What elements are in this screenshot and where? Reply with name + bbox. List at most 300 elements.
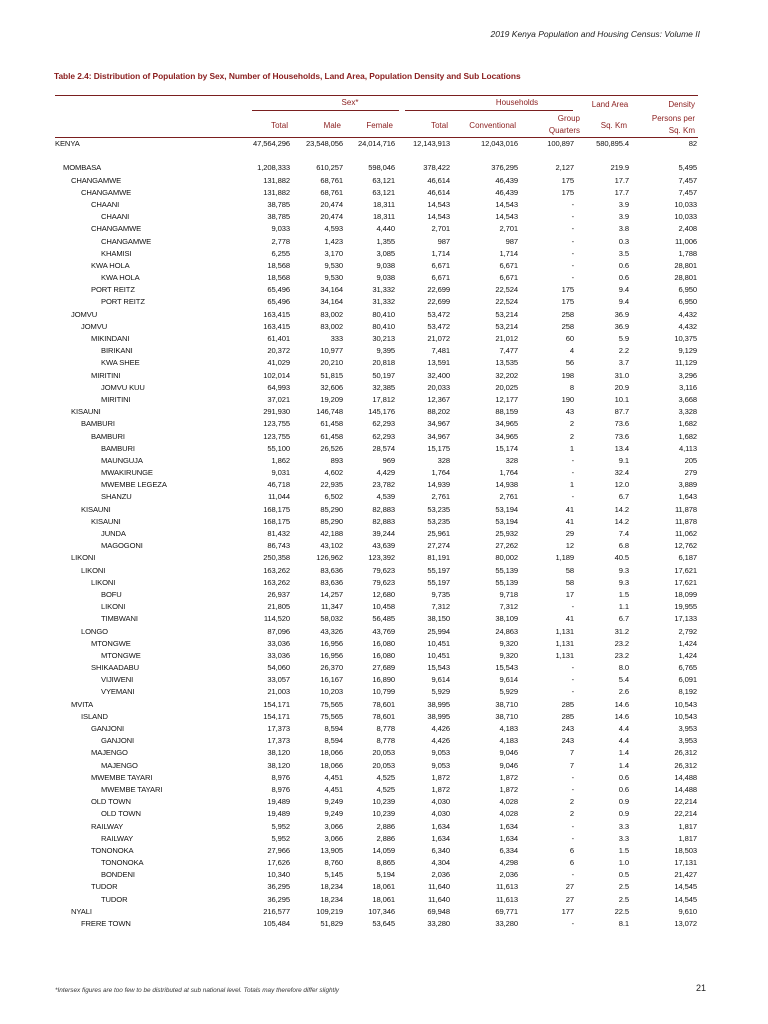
cell-density: 3,889	[678, 480, 697, 490]
cell-group-quarters: 17	[565, 589, 574, 599]
cell-hh-total: 10,451	[427, 638, 450, 648]
cell-female: 2,886	[376, 821, 395, 831]
cell-conventional: 12,177	[495, 394, 518, 404]
cell-female: 8,865	[376, 858, 395, 868]
cell-group-quarters: -	[571, 492, 574, 502]
cell-area: 3.3	[618, 821, 629, 831]
cell-group-quarters: 12	[565, 541, 574, 551]
cell-conventional: 15,543	[495, 663, 518, 673]
cell-density: 19,955	[674, 602, 697, 612]
row-area-name: MWEMBE TAYARI	[91, 772, 153, 782]
header-land-area-group: Land Area	[591, 100, 629, 109]
cell-hh-total: 14,939	[427, 480, 450, 490]
cell-total: 6,255	[271, 248, 290, 258]
header-sex-group: Sex*	[341, 98, 359, 107]
cell-group-quarters: -	[571, 602, 574, 612]
header-households-rule	[405, 110, 573, 111]
cell-female: 43,639	[372, 541, 395, 551]
cell-density: 1,424	[678, 638, 697, 648]
cell-density: 10,033	[674, 199, 697, 209]
cell-conventional: 9,718	[499, 589, 518, 599]
cell-density: 10,543	[674, 711, 697, 721]
cell-hh-total: 34,967	[427, 431, 450, 441]
cell-group-quarters: -	[571, 199, 574, 209]
cell-density: 26,312	[674, 748, 697, 758]
table-row	[55, 260, 698, 272]
cell-total: 18,568	[267, 273, 290, 283]
cell-total: 33,036	[267, 638, 290, 648]
cell-hh-total: 88,202	[427, 407, 450, 417]
cell-density: 1,788	[678, 248, 697, 258]
cell-density: 3,668	[678, 394, 697, 404]
cell-male: 3,066	[324, 833, 343, 843]
cell-group-quarters: 43	[565, 407, 574, 417]
cell-conventional: 34,965	[495, 431, 518, 441]
cell-area: 12.0	[614, 480, 629, 490]
cell-total: 36,295	[267, 894, 290, 904]
cell-area: 4.4	[618, 724, 629, 733]
cell-conventional: 11,613	[495, 894, 518, 904]
cell-area: 20.9	[614, 382, 629, 392]
row-area-name: GANJONI	[91, 724, 125, 733]
cell-total: 9,031	[271, 468, 290, 478]
cell-female: 20,053	[372, 760, 395, 770]
cell-hh-total: 15,175	[427, 443, 450, 453]
cell-hh-total: 11,640	[427, 882, 450, 892]
cell-female: 43,769	[372, 626, 395, 636]
cell-female: 62,293	[372, 419, 395, 429]
cell-hh-total: 53,472	[427, 309, 450, 319]
cell-group-quarters: -	[571, 455, 574, 465]
cell-male: 43,326	[320, 626, 343, 636]
cell-male: 10,203	[320, 687, 343, 697]
cell-male: 1,423	[324, 236, 343, 246]
cell-hh-total: 20,033	[427, 382, 450, 392]
cell-density: 2,792	[678, 626, 697, 636]
cell-group-quarters: 27	[565, 894, 574, 904]
cell-total: 216,577	[263, 906, 290, 916]
cell-male: 9,249	[324, 797, 343, 807]
cell-area: 6.7	[618, 614, 629, 624]
row-area-name: CHANGAMWE	[81, 187, 132, 197]
table-row	[55, 613, 698, 625]
cell-group-quarters: 258	[561, 321, 574, 331]
cell-density: 279	[684, 468, 697, 478]
footnote: *Intersex figures are too few to be distributed at sub national level. Totals may therefore differ slightly	[55, 987, 339, 994]
cell-female: 27,689	[372, 663, 395, 673]
cell-female: 4,440	[376, 224, 395, 234]
row-area-name: CHANGAMWE	[101, 236, 152, 246]
cell-density: 28,801	[674, 273, 697, 283]
cell-conventional: 4,028	[499, 809, 518, 819]
cell-hh-total: 1,872	[431, 784, 450, 794]
cell-conventional: 21,012	[495, 334, 518, 343]
cell-conventional: 15,174	[495, 443, 518, 453]
cell-total: 38,120	[267, 760, 290, 770]
cell-total: 123,755	[263, 419, 290, 429]
cell-density: 12,762	[674, 541, 697, 551]
row-area-name: RAILWAY	[101, 833, 134, 843]
cell-hh-total: 27,274	[427, 541, 450, 551]
cell-area: 9.1	[618, 455, 629, 465]
cell-group-quarters: 177	[561, 906, 574, 916]
cell-area: 5.4	[618, 675, 629, 685]
cell-group-quarters: 1,131	[555, 650, 574, 660]
table-row	[55, 296, 698, 308]
running-head: 2019 Kenya Population and Housing Census: Volume II	[490, 29, 700, 39]
cell-group-quarters: 175	[561, 187, 574, 197]
cell-group-quarters: 56	[565, 358, 574, 368]
cell-conventional: 25,932	[495, 529, 518, 538]
cell-female: 82,883	[372, 504, 395, 514]
table-row	[55, 199, 698, 211]
cell-conventional: 2,701	[499, 224, 518, 234]
cell-conventional: 1,872	[499, 772, 518, 782]
cell-male: 20,210	[320, 358, 343, 368]
cell-female: 9,038	[376, 260, 395, 270]
cell-conventional: 38,109	[495, 614, 518, 624]
row-area-name: MIRITINI	[91, 370, 121, 380]
cell-hh-total: 81,191	[427, 553, 450, 563]
cell-total: 1,862	[271, 455, 290, 465]
table-row	[55, 857, 698, 869]
cell-hh-total: 7,312	[431, 602, 450, 612]
cell-group-quarters: 8	[569, 382, 574, 392]
header-persons-per-line1: Persons per	[651, 114, 695, 123]
cell-area: 73.6	[614, 419, 629, 429]
cell-hh-total: 34,967	[427, 419, 450, 429]
cell-total: 19,489	[267, 809, 290, 819]
cell-density: 17,133	[674, 614, 697, 624]
cell-male: 61,458	[320, 419, 343, 429]
row-area-name: MAJENGO	[101, 760, 138, 770]
cell-hh-total: 2,701	[431, 224, 450, 234]
cell-hh-total: 328	[437, 455, 450, 465]
cell-conventional: 9,046	[499, 760, 518, 770]
cell-group-quarters: 285	[561, 699, 574, 709]
table-row	[55, 236, 698, 248]
row-area-name: TONONOKA	[91, 845, 134, 855]
cell-total: 65,496	[267, 297, 290, 307]
cell-area: 40.5	[614, 553, 629, 563]
cell-female: 63,121	[372, 187, 395, 197]
header-density-group: Density	[668, 100, 695, 109]
cell-area: 2.5	[618, 882, 629, 892]
cell-female: 31,332	[372, 285, 395, 295]
cell-area: 31.0	[614, 370, 629, 380]
cell-total: 54,060	[267, 663, 290, 673]
cell-group-quarters: 6	[569, 845, 574, 855]
cell-density: 4,432	[678, 309, 697, 319]
table-body	[55, 138, 698, 930]
cell-male: 16,956	[320, 650, 343, 660]
row-area-name: TUDOR	[91, 882, 118, 892]
cell-female: 78,601	[372, 711, 395, 721]
cell-hh-total: 1,872	[431, 772, 450, 782]
cell-conventional: 22,524	[495, 285, 518, 295]
row-area-name: LIKONI	[71, 553, 96, 563]
table-row	[55, 565, 698, 577]
cell-density: 3,953	[678, 736, 697, 746]
cell-density: 22,214	[674, 809, 697, 819]
table-row	[55, 845, 698, 857]
cell-group-quarters: 2	[569, 797, 574, 807]
cell-hh-total: 21,072	[427, 334, 450, 343]
cell-conventional: 38,710	[495, 711, 518, 721]
cell-group-quarters: 6	[569, 858, 574, 868]
cell-conventional: 4,298	[499, 858, 518, 868]
cell-group-quarters: -	[571, 273, 574, 283]
table-row	[55, 516, 698, 528]
cell-density: 3,328	[678, 407, 697, 417]
table-row	[55, 784, 698, 796]
cell-total: 250,358	[263, 553, 290, 563]
table-row	[55, 638, 698, 650]
row-area-name: KISAUNI	[91, 516, 121, 526]
cell-male: 83,636	[320, 577, 343, 587]
table-row	[55, 918, 698, 930]
cell-conventional: 46,439	[495, 175, 518, 185]
cell-density: 2,408	[678, 224, 697, 234]
cell-conventional: 9,614	[499, 675, 518, 685]
cell-density: 18,099	[674, 589, 697, 599]
header-group-quarters-line2: Quarters	[548, 126, 580, 135]
cell-total: 154,171	[263, 699, 290, 709]
cell-density: 8,192	[678, 687, 697, 697]
cell-conventional: 55,139	[495, 577, 518, 587]
cell-male: 9,530	[324, 273, 343, 283]
cell-density: 26,312	[674, 760, 697, 770]
cell-area: 1.5	[618, 589, 629, 599]
cell-total: 2,778	[271, 236, 290, 246]
cell-female: 10,799	[372, 687, 395, 697]
cell-female: 17,812	[372, 394, 395, 404]
cell-density: 10,375	[674, 334, 697, 343]
table-row	[55, 760, 698, 772]
row-area-name: LONGO	[81, 626, 108, 636]
cell-density: 13,072	[674, 919, 697, 928]
cell-male: 18,066	[320, 760, 343, 770]
cell-group-quarters: -	[571, 260, 574, 270]
table-row	[55, 455, 698, 467]
header-total: Total	[271, 121, 288, 130]
cell-area: 3.9	[618, 212, 629, 222]
cell-density: 11,006	[674, 236, 697, 246]
cell-conventional: 80,002	[495, 553, 518, 563]
row-area-name: FRERE TOWN	[81, 919, 131, 928]
cell-hh-total: 987	[437, 236, 450, 246]
cell-male: 126,962	[316, 553, 343, 563]
table-row	[55, 138, 698, 150]
cell-area: 3.5	[618, 248, 629, 258]
cell-hh-total: 46,614	[427, 175, 450, 185]
cell-total: 163,415	[263, 309, 290, 319]
table-row	[55, 162, 698, 174]
cell-area: 1.1	[618, 602, 629, 612]
cell-total: 154,171	[263, 711, 290, 721]
cell-total: 64,993	[267, 382, 290, 392]
cell-total: 81,432	[267, 529, 290, 538]
cell-male: 16,167	[320, 675, 343, 685]
cell-total: 38,785	[267, 212, 290, 222]
cell-density: 28,801	[674, 260, 697, 270]
cell-female: 31,332	[372, 297, 395, 307]
cell-hh-total: 14,543	[427, 199, 450, 209]
row-area-name: MAUNGUJA	[101, 455, 143, 465]
cell-area: 8.1	[618, 919, 629, 928]
row-area-name: MIKINDANI	[91, 334, 130, 343]
cell-total: 41,029	[267, 358, 290, 368]
cell-group-quarters: -	[571, 870, 574, 880]
cell-hh-total: 2,036	[431, 870, 450, 880]
cell-hh-total: 22,699	[427, 297, 450, 307]
cell-female: 50,197	[372, 370, 395, 380]
cell-area: 73.6	[614, 431, 629, 441]
cell-conventional: 53,194	[495, 504, 518, 514]
cell-hh-total: 1,634	[431, 821, 450, 831]
cell-hh-total: 55,197	[427, 577, 450, 587]
cell-area: 6.8	[618, 541, 629, 551]
table-row	[55, 418, 698, 430]
cell-hh-total: 15,543	[427, 663, 450, 673]
cell-area: 0.6	[618, 784, 629, 794]
cell-area: 9.3	[618, 565, 629, 575]
cell-conventional: 9,320	[499, 650, 518, 660]
cell-density: 1,643	[678, 492, 697, 502]
table-row	[55, 723, 698, 735]
row-area-name: JOMVU	[81, 321, 108, 331]
cell-group-quarters: 29	[565, 529, 574, 538]
cell-group-quarters: 175	[561, 285, 574, 295]
row-area-name: PORT REITZ	[91, 285, 135, 295]
cell-density: 6,091	[678, 675, 697, 685]
cell-hh-total: 13,591	[427, 358, 450, 368]
cell-male: 26,370	[320, 663, 343, 673]
cell-female: 53,645	[372, 919, 395, 928]
table-row	[55, 821, 698, 833]
table-row	[55, 674, 698, 686]
cell-total: 21,003	[267, 687, 290, 697]
cell-group-quarters: 100,897	[547, 139, 574, 148]
cell-area: 7.4	[618, 529, 629, 538]
table-row	[55, 431, 698, 443]
cell-conventional: 13,535	[495, 358, 518, 368]
cell-group-quarters: -	[571, 919, 574, 928]
cell-conventional: 32,202	[495, 370, 518, 380]
cell-female: 3,085	[376, 248, 395, 258]
cell-hh-total: 6,340	[431, 845, 450, 855]
cell-conventional: 1,872	[499, 784, 518, 794]
cell-conventional: 46,439	[495, 187, 518, 197]
cell-density: 14,545	[674, 894, 697, 904]
row-area-name: KENYA	[55, 139, 80, 148]
cell-total: 105,484	[263, 919, 290, 928]
cell-total: 291,930	[263, 407, 290, 417]
cell-hh-total: 1,634	[431, 833, 450, 843]
cell-male: 3,170	[324, 248, 343, 258]
cell-density: 10,033	[674, 212, 697, 222]
cell-female: 23,782	[372, 480, 395, 490]
cell-total: 21,805	[267, 602, 290, 612]
cell-density: 11,062	[674, 529, 697, 538]
cell-density: 9,129	[678, 346, 697, 356]
row-area-name: ISLAND	[81, 711, 108, 721]
cell-density: 17,621	[674, 565, 697, 575]
cell-area: 32.4	[614, 468, 629, 478]
table-row	[55, 248, 698, 260]
cell-male: 83,002	[320, 309, 343, 319]
cell-area: 5.9	[618, 334, 629, 343]
cell-hh-total: 53,472	[427, 321, 450, 331]
cell-area: 0.3	[618, 236, 629, 246]
cell-conventional: 53,214	[495, 309, 518, 319]
cell-area: 0.9	[618, 797, 629, 807]
cell-density: 14,488	[674, 772, 697, 782]
cell-group-quarters: 190	[561, 394, 574, 404]
cell-area: 1.5	[618, 845, 629, 855]
cell-male: 51,829	[320, 919, 343, 928]
cell-female: 79,623	[372, 565, 395, 575]
cell-total: 163,262	[263, 565, 290, 575]
cell-female: 24,014,716	[357, 139, 395, 148]
cell-group-quarters: 285	[561, 711, 574, 721]
row-area-name: MWAKIRUNGE	[101, 468, 153, 478]
cell-male: 4,451	[324, 784, 343, 794]
cell-female: 969	[382, 455, 395, 465]
cell-female: 18,311	[372, 212, 395, 222]
row-area-name: MVITA	[71, 699, 94, 709]
table-row	[55, 382, 698, 394]
header-sex-rule	[252, 110, 399, 111]
header-male: Male	[323, 121, 341, 130]
table-row	[55, 187, 698, 199]
cell-area: 3.3	[618, 833, 629, 843]
table-row	[55, 491, 698, 503]
row-area-name: KWA HOLA	[101, 273, 140, 283]
cell-area: 0.6	[618, 260, 629, 270]
cell-area: 0.6	[618, 273, 629, 283]
cell-hh-total: 9,053	[431, 760, 450, 770]
cell-male: 8,760	[324, 858, 343, 868]
cell-hh-total: 9,614	[431, 675, 450, 685]
cell-conventional: 22,524	[495, 297, 518, 307]
cell-female: 62,293	[372, 431, 395, 441]
cell-male: 32,606	[320, 382, 343, 392]
cell-female: 2,886	[376, 833, 395, 843]
cell-total: 168,175	[263, 504, 290, 514]
cell-total: 5,952	[271, 821, 290, 831]
table-row	[55, 833, 698, 845]
cell-hh-total: 7,481	[431, 346, 450, 356]
cell-area: 23.2	[614, 638, 629, 648]
cell-conventional: 9,046	[499, 748, 518, 758]
header-group-quarters-line1: Group	[557, 114, 580, 123]
cell-male: 83,636	[320, 565, 343, 575]
cell-density: 18,503	[674, 845, 697, 855]
row-area-name: TUDOR	[101, 894, 128, 904]
cell-area: 9.4	[618, 285, 629, 295]
cell-group-quarters: 1	[569, 480, 574, 490]
cell-male: 3,066	[324, 821, 343, 831]
table-row	[55, 333, 698, 345]
row-area-name: JUNDA	[101, 529, 126, 538]
cell-group-quarters: -	[571, 687, 574, 697]
cell-hh-total: 4,030	[431, 797, 450, 807]
cell-male: 75,565	[320, 699, 343, 709]
cell-total: 114,520	[263, 614, 290, 624]
cell-group-quarters: 1	[569, 443, 574, 453]
cell-male: 34,164	[320, 285, 343, 295]
